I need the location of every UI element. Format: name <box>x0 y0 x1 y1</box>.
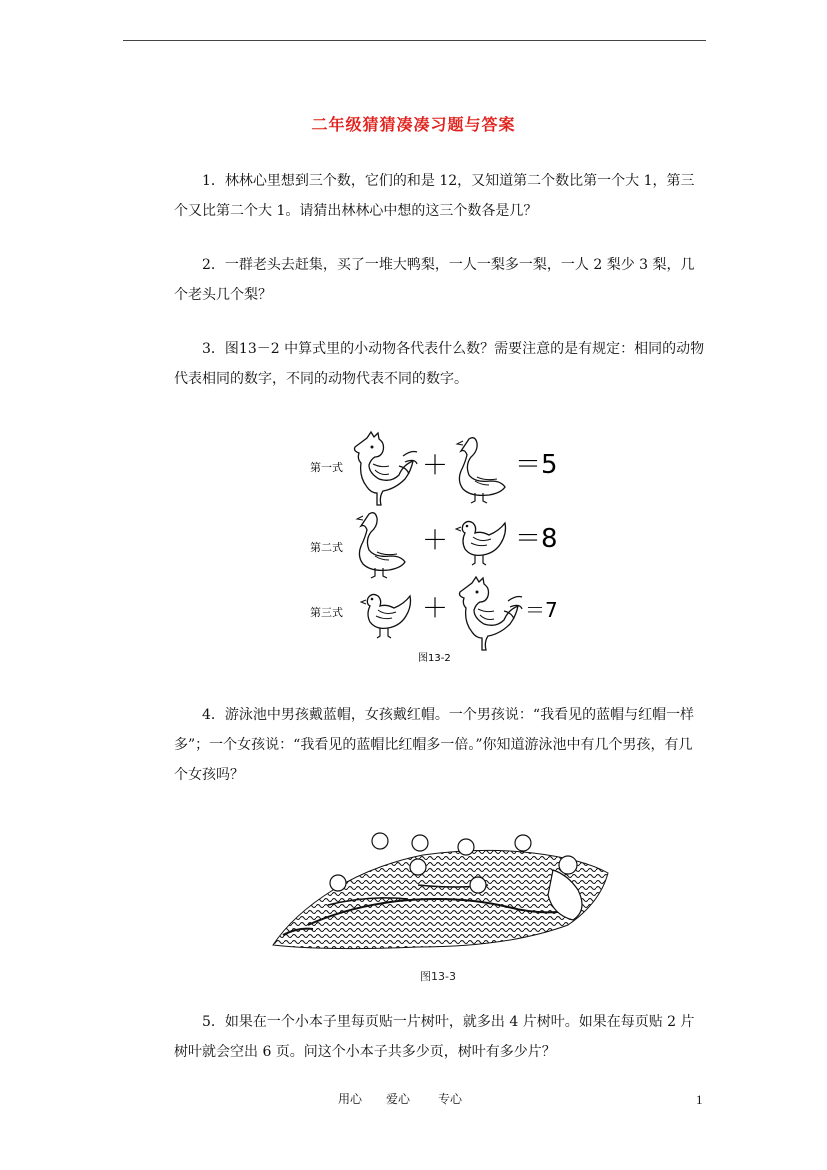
equation-result-3: ＝7 <box>525 598 558 622</box>
header-rule <box>123 40 706 41</box>
row-label-1: 第一式 <box>310 461 343 474</box>
equation-result-2: ＝8 <box>515 524 558 554</box>
figure-caption-13-3-text: 图13-3 <box>420 970 456 983</box>
row-label-3: 第三式 <box>310 606 343 619</box>
hen-icon <box>456 521 506 565</box>
hen-icon <box>361 594 411 638</box>
swimming-pool-figure <box>268 825 613 955</box>
row-label-2: 第二式 <box>310 541 343 554</box>
question-3: 3．图13－2 中算式里的小动物各代表什么数？需要注意的是有规定：相同的动物代表相同的数字，不同的动物代表不同的数字。 <box>174 341 705 387</box>
page-number: 1 <box>696 1092 703 1107</box>
equation-result-1: ＝5 <box>515 450 558 480</box>
animal-equation-figure <box>300 425 580 670</box>
rooster-icon <box>460 577 523 650</box>
plus-sign: ＋ <box>422 594 449 624</box>
document-title: 二年级猜猜凑凑习题与答案 <box>311 115 516 134</box>
question-5: 5．如果在一个小本子里每页贴一片树叶，就多出 4 片树叶。如果在每页贴 2 片树叶就会空出 6 页。问这个小本子共多少页，树叶有多少片？ <box>174 1014 695 1060</box>
question-4: 4．游泳池中男孩戴蓝帽，女孩戴红帽。一个男孩说：“我看见的蓝帽与红帽一样多”；一个女孩说：“我看见的蓝帽比红帽多一倍。”你知道游泳池中有几个男孩，有几个女孩吗？ <box>174 707 695 783</box>
footer-text-1: 用心 <box>338 1092 363 1106</box>
question-2: 2．一群老头去赶集，买了一堆大鸭梨，一人一梨多一梨，一人 2 梨少 3 梨，几个老头几个梨？ <box>174 257 695 303</box>
goose-icon <box>357 513 405 578</box>
question-1: 1．林林心里想到三个数，它们的和是 12，又知道第二个数比第一个大 1，第三个又比第二个大 1。请猜出林林心中想的这三个数各是几？ <box>174 173 695 219</box>
rooster-icon <box>355 432 418 505</box>
figure-caption-13-2: 图13-2 <box>418 653 451 664</box>
footer-text-3: 专心 <box>438 1092 463 1106</box>
footer-text-2: 爱心 <box>386 1092 411 1106</box>
goose-icon <box>457 438 505 503</box>
plus-sign: ＋ <box>422 526 449 556</box>
plus-sign: ＋ <box>422 451 449 481</box>
